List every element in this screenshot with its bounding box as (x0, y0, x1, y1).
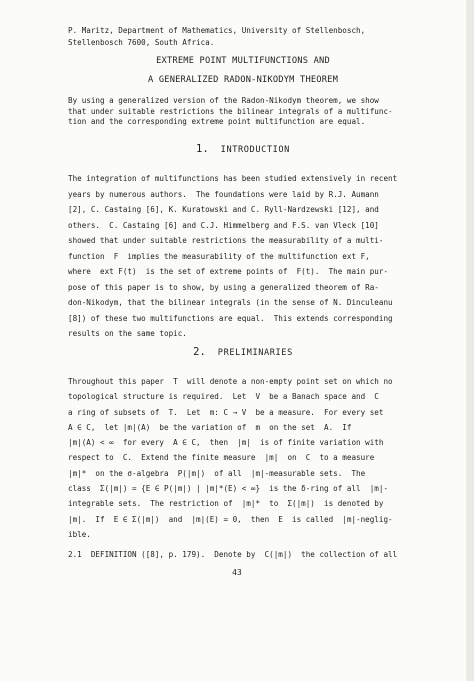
abstract-line: By using a generalized version of the Radon-Nikodym theorem, we show (68, 96, 379, 105)
affiliation-line: Stellenbosch 7600, South Africa. (68, 38, 215, 47)
title-line: EXTREME POINT MULTIFUNCTIONS AND (156, 56, 330, 66)
text-line: topological structure is required. Let V be a Banach space and C (68, 392, 379, 402)
title-line: A GENERALIZED RADON-NIKODYM THEOREM (147, 75, 339, 85)
text-line: where ext F(t) is the set of extreme points of F(t). The main pur- (68, 267, 389, 276)
affiliation-line: P. Maritz, Department of Mathematics, University of Stellenbosch, (68, 26, 366, 35)
definition-line (68, 548, 418, 562)
section-title: INTRODUCTION (220, 145, 290, 155)
author-affiliation (68, 25, 418, 49)
text-line: Throughout this paper T will denote a non-empty point set on which no (68, 377, 393, 386)
text-line: |m|. If E ∈ Σ(|m|) and |m|(E) = 0, then E is called |m|-neglig- (68, 514, 393, 524)
text-line: function F implies the measurability of the multifunction ext F, (68, 251, 370, 261)
section-heading-introduction (68, 141, 418, 157)
definition-text: 2.1 DEFINITION ([8], p. 179). Denote by C(|m|) the collection of all (68, 550, 398, 559)
text-line: integrable sets. The restriction of |m|* to Σ(|m|) is denoted by (68, 499, 384, 509)
text-line: [8]) of these two multifunctions are equal. This extends corresponding (68, 313, 393, 323)
section-heading-preliminaries (68, 344, 418, 360)
text-line: years by numerous authors. The foundations were laid by R.J. Aumann (68, 189, 379, 199)
section-number: 2. (193, 346, 206, 358)
abstract-line: tion and the corresponding extreme point multifunction are equal. (68, 117, 366, 126)
text-line: respect to C. Extend the finite measure |m| on C to a measure (68, 453, 375, 463)
text-line: showed that under suitable restrictions the measurability of a multi- (68, 236, 384, 245)
text-line: The integration of multifunctions has been studied extensively in recent (68, 174, 398, 183)
abstract-line: that under suitable restrictions the bilinear integrals of a multifunc- (68, 106, 393, 116)
text-line: [2], C. Castaing [6], K. Kuratowski and C. Ryll-Nardzewski [12], and (68, 205, 379, 214)
text-line: results on the same topic. (68, 329, 187, 338)
text-line: A ∈ C, let |m|(A) be the variation of m on the set A. If (68, 422, 352, 432)
text-line: don-Nikodym, that the bilinear integrals (in the sense of N. Dinculeanu (68, 298, 393, 307)
text-line: a ring of subsets of T. Let m: C → V be a measure. For every set (68, 407, 384, 417)
section-title: PRELIMINARIES (217, 348, 293, 358)
text-line: class Σ(|m|) = {E ∈ P(|m|) | |m|*(E) < ∞} is the δ-ring of all |m|- (68, 484, 389, 494)
text-line: others. C. Castaing [6] and C.J. Himmelberg and F.S. van Vleck [10] (68, 220, 379, 230)
introduction-paragraph (68, 171, 418, 342)
text-line: |m|* on the σ-algebra P(|m|) of all |m|-measurable sets. The (68, 468, 366, 478)
text-line: pose of this paper is to show, by using a generalized theorem of Ra- (68, 282, 379, 292)
text-line: |m|(A) < ∞ for every A ∈ C, then |m| is of finite variation with (68, 438, 384, 448)
text-line: ible. (68, 529, 91, 539)
preliminaries-paragraph (68, 374, 418, 542)
page-number: 43 (232, 568, 242, 577)
paper-title (68, 55, 418, 87)
abstract (68, 96, 418, 128)
section-number: 1. (196, 143, 209, 155)
